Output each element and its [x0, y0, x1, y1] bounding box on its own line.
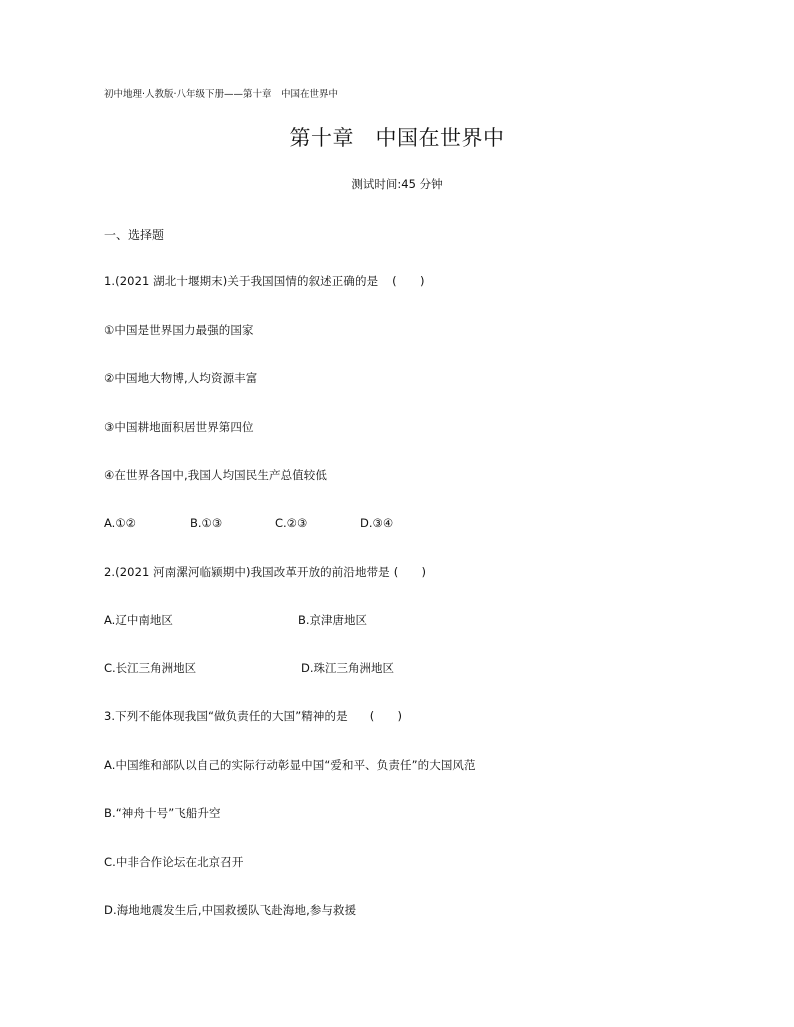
question-1-statement-3: ③中国耕地面积居世界第四位	[104, 420, 254, 434]
question-3-option-a: A.中国维和部队以自己的实际行动彰显中国“爱和平、负责任”的大国风范	[104, 758, 476, 772]
question-3-option-c: C.中非合作论坛在北京召开	[104, 855, 244, 869]
section-heading: 一、选择题	[104, 228, 165, 242]
question-1-option-a: A.①②	[104, 516, 136, 530]
question-2-option-b: B.京津唐地区	[298, 613, 368, 627]
question-2-option-a: A.辽中南地区	[104, 613, 173, 627]
answer-blank: ( )	[393, 565, 427, 579]
question-stem-text: 3.下列不能体现我国“做负责任的大国”精神的是	[104, 709, 348, 723]
question-2-stem	[104, 564, 426, 580]
chapter-title: 第十章 中国在世界中	[289, 126, 505, 150]
question-2-option-c: C.长江三角洲地区	[104, 661, 197, 675]
question-2-option-d: D.珠江三角洲地区	[301, 661, 395, 675]
question-3-option-d: D.海地地震发生后,中国救援队飞赴海地,参与救援	[104, 903, 357, 917]
question-1-option-d: D.③④	[360, 516, 394, 530]
question-stem-text: 1.(2021 湖北十堰期末)关于我国国情的叙述正确的是	[104, 274, 379, 288]
test-duration: 测试时间:45 分钟	[351, 177, 443, 191]
question-stem-text: 2.(2021 河南漯河临颍期中)我国改革开放的前沿地带是	[104, 565, 390, 579]
question-1-option-b: B.①③	[190, 516, 223, 530]
question-3-option-b: B.“神舟十号”飞船升空	[104, 806, 221, 820]
answer-blank: ( )	[369, 709, 403, 723]
question-1-statement-1: ①中国是世界国力最强的国家	[104, 323, 254, 337]
answer-blank: ( )	[392, 274, 425, 288]
question-1-stem	[104, 273, 425, 289]
question-3-stem	[104, 708, 402, 724]
question-1-option-c: C.②③	[275, 516, 308, 530]
question-1-statement-4: ④在世界各国中,我国人均国民生产总值较低	[104, 468, 327, 482]
running-header: 初中地理·人教版·八年级下册——第十章 中国在世界中	[104, 89, 339, 100]
question-1-statement-2: ②中国地大物博,人均资源丰富	[104, 371, 258, 385]
